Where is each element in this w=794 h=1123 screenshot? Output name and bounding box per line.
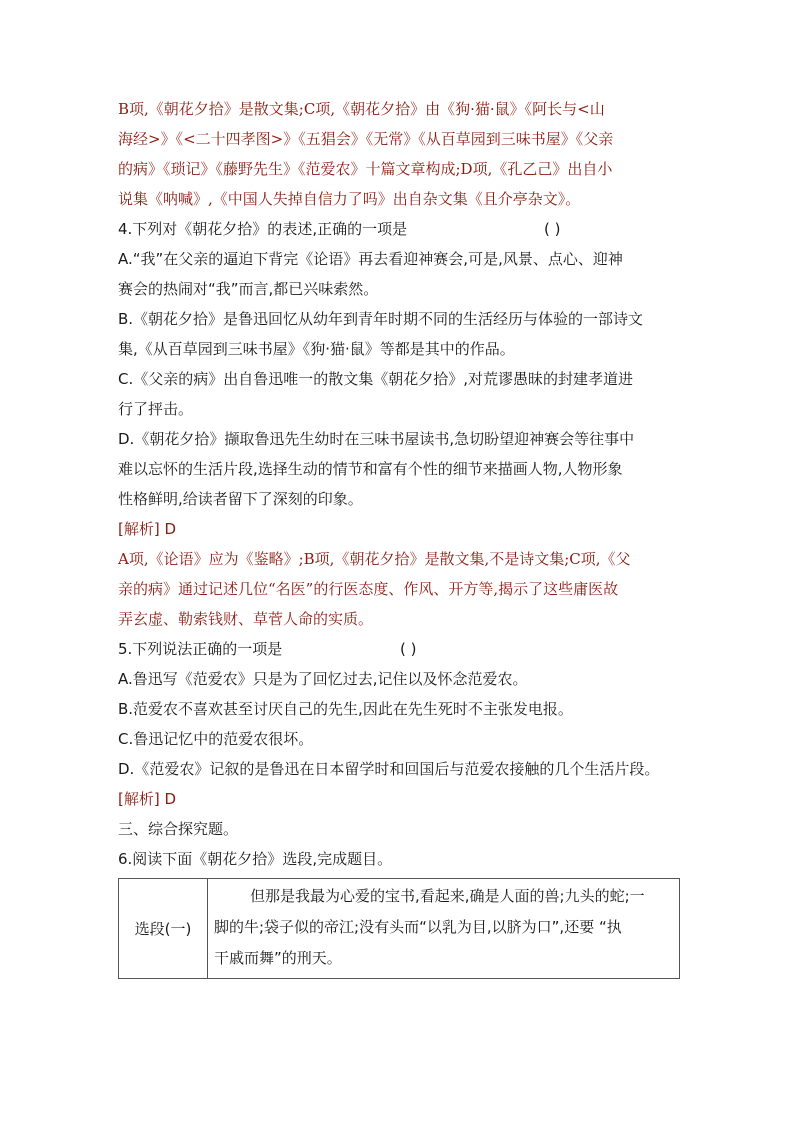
- question-text: 5.下列说法正确的一项是: [118, 640, 283, 658]
- answer-paren: ( ): [400, 640, 417, 658]
- analysis-label: [解析] D: [118, 790, 177, 808]
- explain-line: 亲的病》通过记述几位“名医”的行医态度、作风、开方等,揭示了这些庸医故: [118, 580, 619, 598]
- option-line: 难以忘怀的生活片段,选择生动的情节和富有个性的细节来描画人物,人物形象: [118, 460, 623, 478]
- option-line: 行了抨击。: [118, 400, 194, 418]
- option-line: D.《朝花夕拾》撷取鲁迅先生幼时在三味书屋读书,急切盼望迎神赛会等往事中: [118, 430, 635, 448]
- question-text: 4.下列对《朝花夕拾》的表述,正确的一项是: [118, 220, 408, 238]
- table-row: [119, 879, 680, 979]
- question-stem: 6.阅读下面《朝花夕拾》选段,完成题目。: [118, 850, 393, 868]
- question-5: [118, 634, 680, 814]
- option-line: C.鲁迅记忆中的范爱农很坏。: [118, 730, 314, 748]
- explain-line: A项,《论语》应为《鉴略》;B项,《朝花夕拾》是散文集,不是诗文集;C项,《父: [118, 550, 631, 568]
- answer-line: B项,《朝花夕拾》是散文集;C项,《朝花夕拾》由《狗·猫·鼠》《阿长与<山: [118, 100, 605, 118]
- option-line: 集,《从百草园到三味书屋》《狗·猫·鼠》等都是其中的作品。: [118, 340, 515, 358]
- answer-line: 海经>》《<二十四孝图>》《五猖会》《无常》《从百草园到三味书屋》《父亲: [118, 130, 614, 148]
- question-6: [118, 844, 680, 979]
- question-stem: [118, 214, 680, 244]
- excerpt-text: [208, 879, 680, 979]
- answer-line: 的病》《琐记》《藤野先生》《范爱农》十篇文章构成;D项,《孔乙己》出自小: [118, 160, 613, 178]
- option-line: C.《父亲的病》出自鲁迅唯一的散文集《朝花夕拾》,对荒谬愚昧的封建孝道进: [118, 370, 634, 388]
- option-line: A.鲁迅写《范爱农》只是为了回忆过去,记住以及怀念范爱农。: [118, 670, 528, 688]
- answer-paren: ( ): [544, 220, 561, 238]
- section-heading: 三、综合探究题。: [118, 820, 239, 838]
- option-line: A.“我”在父亲的逼迫下背完《论语》再去看迎神赛会,可是,风景、点心、迎神: [118, 250, 623, 268]
- question-4: [118, 214, 680, 634]
- excerpt-table: [118, 878, 680, 979]
- q3-answer-block: [118, 94, 680, 214]
- option-line: 赛会的热闹对“我”而言,都已兴味索然。: [118, 280, 379, 298]
- excerpt-line: 但那是我最为心爱的宝书,看起来,确是人面的兽;九头的蛇;一: [250, 887, 645, 905]
- question-stem: [118, 634, 680, 664]
- explain-line: 弄玄虚、勒索钱财、草菅人命的实质。: [118, 610, 374, 628]
- option-line: 性格鲜明,给读者留下了深刻的印象。: [118, 490, 363, 508]
- document-page: [118, 94, 680, 979]
- option-line: B.《朝花夕拾》是鲁迅回忆从幼年到青年时期不同的生活经历与体验的一部诗文: [118, 310, 644, 328]
- analysis-label: [解析] D: [118, 520, 177, 538]
- option-line: B.范爱农不喜欢甚至讨厌自己的先生,因此在先生死时不主张发电报。: [118, 700, 573, 718]
- excerpt-line: 脚的牛;袋子似的帝江;没有头而“以乳为目,以脐为口”,还要 “执: [214, 918, 622, 936]
- excerpt-line: 干戚而舞”的刑天。: [214, 949, 342, 967]
- excerpt-label: 选段(一): [119, 879, 208, 979]
- option-line: D.《范爱农》记叙的是鲁迅在日本留学时和回国后与范爱农接触的几个生活片段。: [118, 760, 660, 778]
- answer-line: 说集《呐喊》,《中国人失掉自信力了吗》出自杂文集《且介亭杂文》。: [118, 190, 581, 208]
